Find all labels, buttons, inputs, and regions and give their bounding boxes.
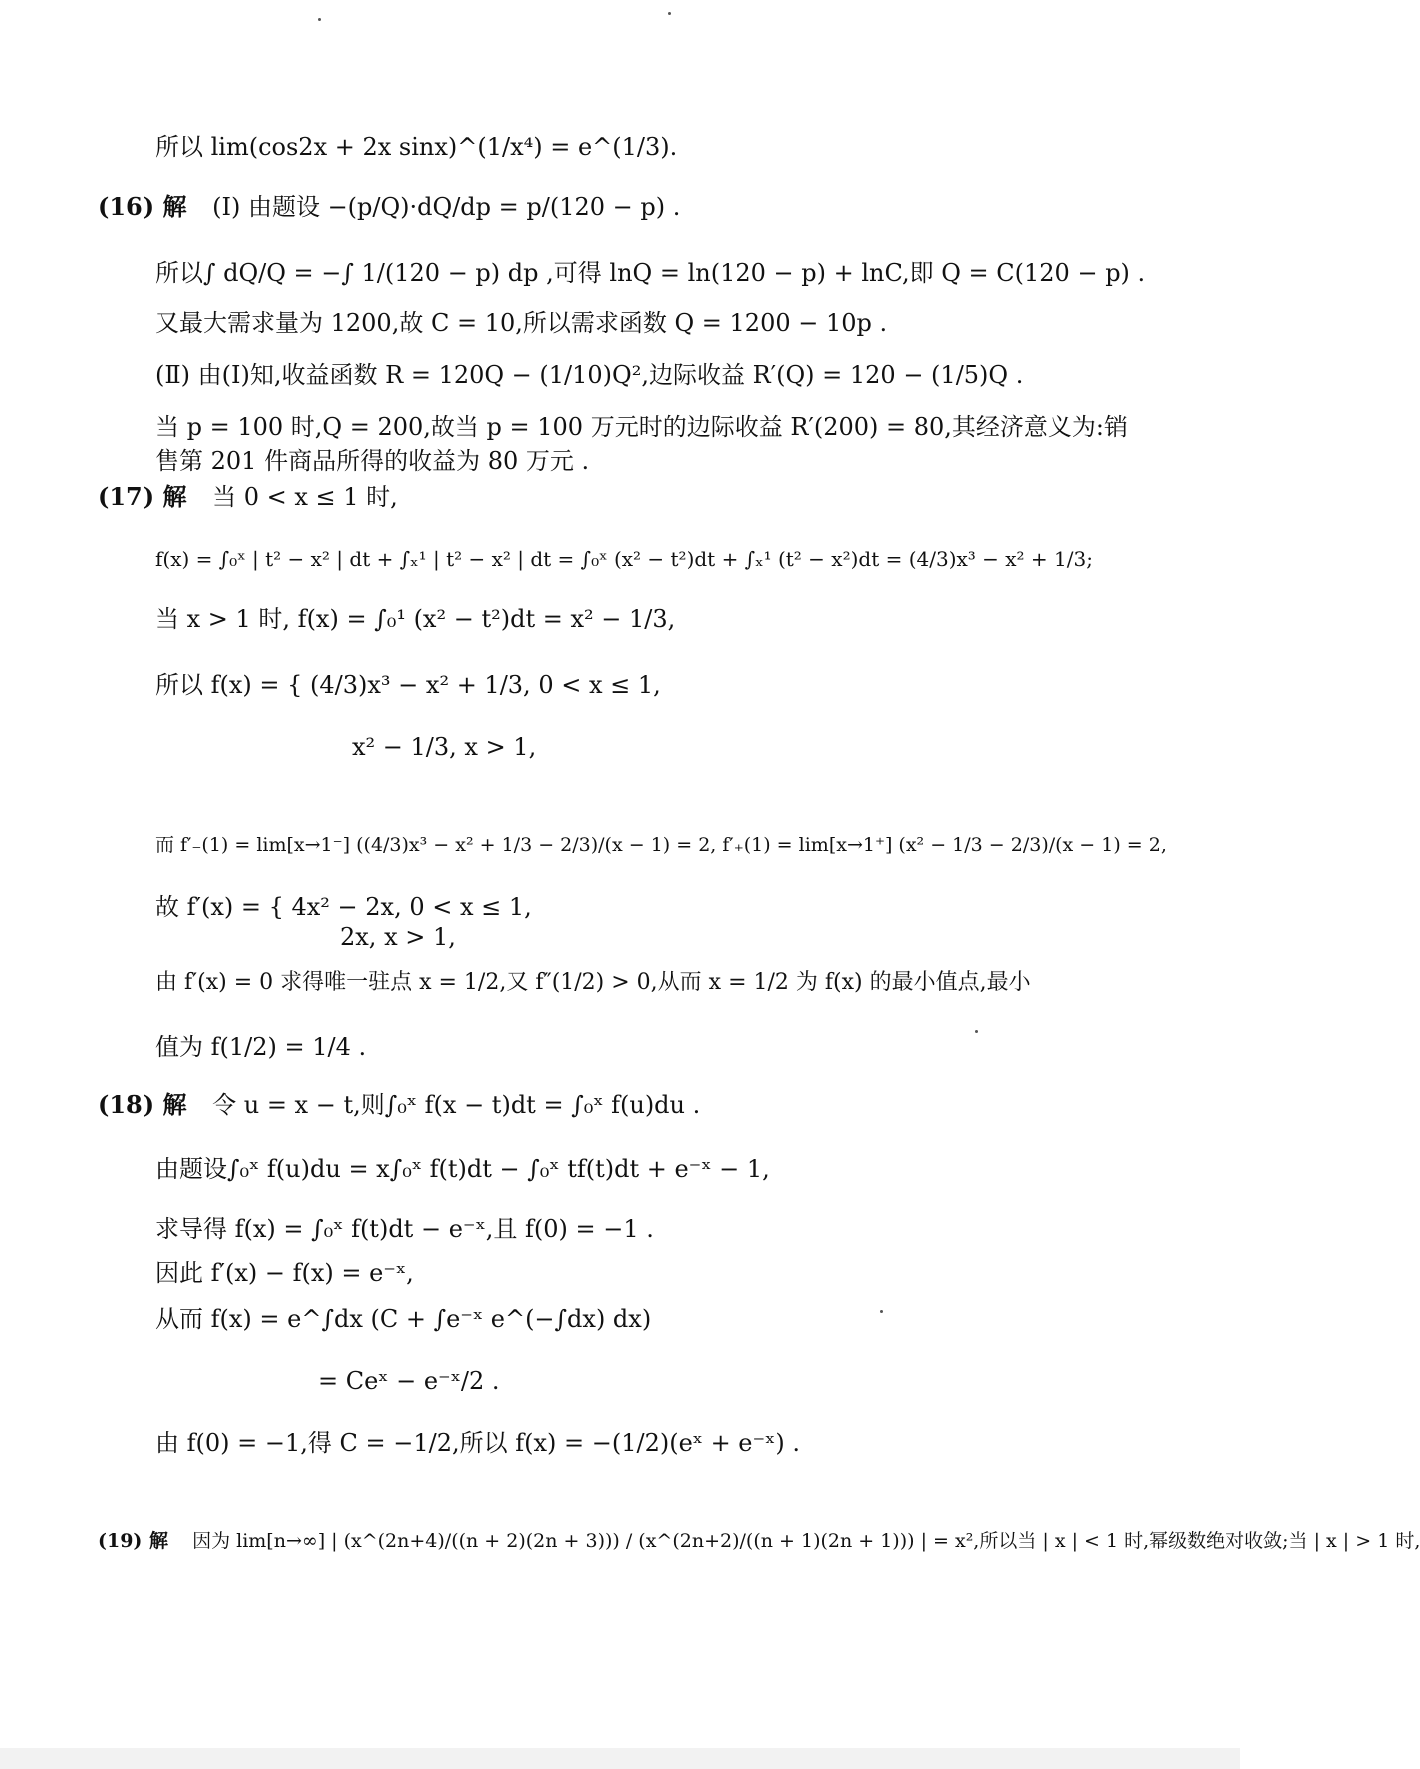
problem-19-label: (19) 解 xyxy=(98,1530,169,1552)
problem-16-line-2: 所以∫ dQ/Q = −∫ 1/(120 − p) dp ,可得 lnQ = ln(120 − p) + lnC,即 Q = C(120 − p) . xyxy=(155,259,1146,287)
problem-17-line-5: 而 f′₋(1) = lim[x→1⁻] ((4/3)x³ − x² + 1/3 − 2/3)/(x − 1) = 2, f′₊(1) = lim[x→1⁺] (x² − 1/3 − 2/3)/(x − 1) = 2, xyxy=(155,834,1167,856)
problem-18-line-6: = Ceˣ − e⁻ˣ/2 . xyxy=(318,1367,500,1395)
problem-16-text-1: (Ⅰ) 由题设 −(p/Q)·dQ/dp = p/(120 − p) . xyxy=(212,193,681,221)
problem-16-line-6: 售第 201 件商品所得的收益为 80 万元 . xyxy=(155,447,590,475)
scan-speck xyxy=(668,12,671,15)
problem-18-line-2: 由题设∫₀ˣ f(u)du = x∫₀ˣ f(t)dt − ∫₀ˣ tf(t)dt + e⁻ˣ − 1, xyxy=(155,1155,770,1183)
problem-19-line-1 xyxy=(98,1526,1420,1556)
scan-speck xyxy=(880,1310,883,1313)
problem-18-line-1 xyxy=(98,1090,700,1120)
problem-16-label: (16) 解 xyxy=(98,192,187,221)
problem-15-conclusion: 所以 lim(cos2x + 2x sinx)^(1/x⁴) = e^(1/3). xyxy=(155,133,678,161)
problem-16-line-3: 又最大需求量为 1200,故 C = 10,所以需求函数 Q = 1200 − 10p . xyxy=(155,309,888,337)
problem-17-text-1: 当 0 < x ≤ 1 时, xyxy=(212,483,398,511)
problem-17-line-7: 由 f′(x) = 0 求得唯一驻点 x = 1/2,又 f″(1/2) > 0,从而 x = 1/2 为 f(x) 的最小值点,最小 xyxy=(155,970,1031,995)
scan-bottom-margin xyxy=(0,1748,1240,1769)
problem-17-line-1 xyxy=(98,482,398,512)
problem-18-line-5: 从而 f(x) = e^∫dx (C + ∫e⁻ˣ e^(−∫dx) dx) xyxy=(155,1305,652,1333)
problem-18-label: (18) 解 xyxy=(98,1090,187,1119)
problem-17-piecewise-f-row-2: x² − 1/3, x > 1, xyxy=(352,733,537,761)
problem-17-piecewise-fprime-row-2: 2x, x > 1, xyxy=(340,923,456,951)
problem-16-line-5: 当 p = 100 时,Q = 200,故当 p = 100 万元时的边际收益 R′(200) = 80,其经济意义为:销 xyxy=(155,413,1129,441)
problem-17-label: (17) 解 xyxy=(98,482,187,511)
problem-18-line-4: 因此 f′(x) − f(x) = e⁻ˣ, xyxy=(155,1259,414,1287)
problem-19-text-1: 因为 lim[n→∞] | (x^(2n+4)/((n + 2)(2n + 3))) / (x^(2n+2)/((n + 1)(2n + 1))) | = x²,所以当 | x | < 1 时,幂级数绝对收敛;当 | x | > 1 时, xyxy=(192,1530,1420,1552)
problem-17-line-8: 值为 f(1/2) = 1/4 . xyxy=(155,1033,367,1061)
problem-17-piecewise-f-row-1: 所以 f(x) = { (4/3)x³ − x² + 1/3, 0 < x ≤ 1, xyxy=(155,671,661,699)
problem-17-piecewise-fprime-row-1: 故 f′(x) = { 4x² − 2x, 0 < x ≤ 1, xyxy=(155,893,532,921)
scan-speck xyxy=(318,18,321,21)
problem-18-line-7: 由 f(0) = −1,得 C = −1/2,所以 f(x) = −(1/2)(eˣ + e⁻ˣ) . xyxy=(155,1429,800,1457)
problem-16-line-4: (Ⅱ) 由(Ⅰ)知,收益函数 R = 120Q − (1/10)Q²,边际收益 R′(Q) = 120 − (1/5)Q . xyxy=(155,361,1024,389)
problem-18-line-3: 求导得 f(x) = ∫₀ˣ f(t)dt − e⁻ˣ,且 f(0) = −1 . xyxy=(155,1215,654,1243)
scan-speck xyxy=(975,1030,978,1033)
problem-17-line-2: f(x) = ∫₀ˣ | t² − x² | dt + ∫ₓ¹ | t² − x² | dt = ∫₀ˣ (x² − t²)dt + ∫ₓ¹ (t² − x²)dt = (4/3)x³ − x² + 1/3; xyxy=(155,547,1093,571)
problem-18-text-1: 令 u = x − t,则∫₀ˣ f(x − t)dt = ∫₀ˣ f(u)du . xyxy=(212,1091,701,1119)
problem-17-line-3: 当 x > 1 时, f(x) = ∫₀¹ (x² − t²)dt = x² − 1/3, xyxy=(155,605,676,633)
problem-16-line-1 xyxy=(98,192,680,222)
